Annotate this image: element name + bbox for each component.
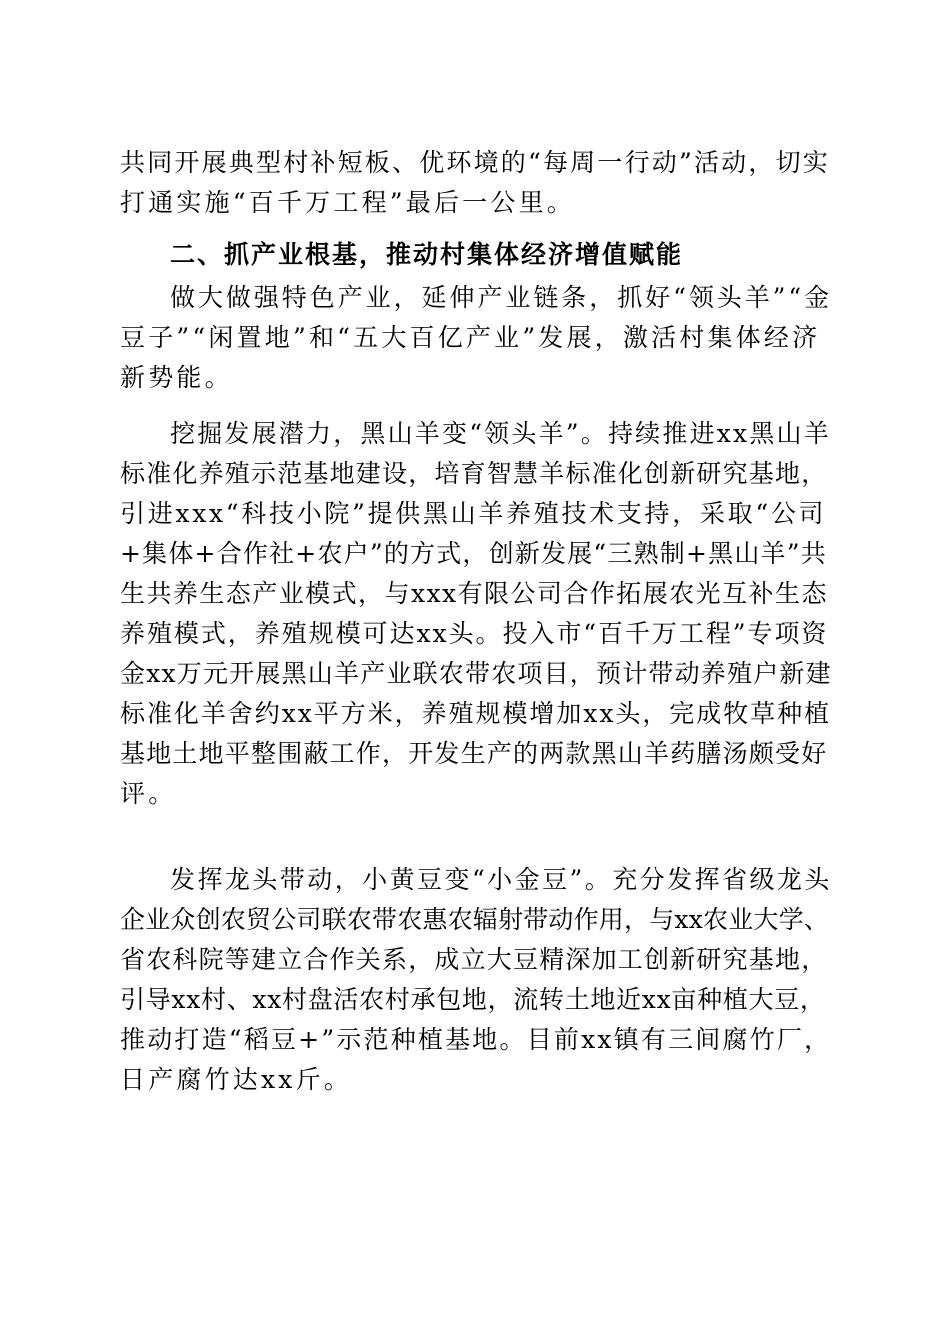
text-line: 推动打造“稻豆+”示范种植基地。目前xx镇有三间腐竹厂， (120, 1025, 832, 1054)
text-line: 标准化羊舍约xx平方米，养殖规模增加xx头，完成牧草种植 (120, 699, 831, 728)
text-line: 引进xxx“科技小院”提供黑山羊养殖技术支持，采取“公司 (120, 499, 827, 528)
text-line: 标准化养殖示范基地建设，培育智慧羊标准化创新研究基地， (120, 459, 828, 488)
paragraph-intro (120, 278, 832, 398)
text-line: 养殖模式，养殖规模可达xx头。投入市“百千万工程”专项资 (120, 619, 829, 648)
text-line: 发挥龙头带动，小黄豆变“小金豆”。充分发挥省级龙头 (170, 865, 832, 894)
text-line: 基地土地平整围蔽工作，开发生产的两款黑山羊药膳汤颇受好 (120, 739, 828, 768)
paragraph-soybean (120, 860, 832, 1100)
text-line: 挖掘发展潜力，黑山羊变“领头羊”。持续推进xx黑山羊 (170, 419, 831, 448)
text-line: 评。 (120, 779, 177, 808)
text-line: 金xx万元开展黑山羊产业联农带农项目，预计带动养殖户新建 (120, 659, 832, 688)
text-line: 生共养生态产业模式，与xxx有限公司合作拓展农光互补生态 (120, 579, 828, 608)
text-line: 新势能。 (120, 363, 233, 392)
heading-text: 二、抓产业根基，推动村集体经济增值赋能 (170, 240, 684, 269)
text-line: +集体+合作社+农户”的方式，创新发展“三熟制+黑山羊”共 (120, 539, 827, 568)
paragraph-black-goat (120, 414, 832, 814)
text-line: 引导xx村、xx村盘活农村承包地，流转土地近xx亩种植大豆， (120, 985, 826, 1014)
text-line: 做大做强特色产业，延伸产业链条，抓好“领头羊”“金 (170, 283, 833, 312)
section-heading (120, 235, 832, 275)
text-line: 共同开展典型村补短板、优环境的“每周一行动”活动，切实 (120, 148, 830, 177)
paragraph-continuation (120, 143, 832, 223)
text-line: 打通实施“百千万工程”最后一公里。 (120, 188, 575, 217)
text-line: 企业众创农贸公司联农带农惠农辐射带动作用，与xx农业大学、 (120, 905, 830, 934)
text-line: 豆子”“闲置地”和“五大百亿产业”发展，激活村集体经济 (120, 323, 821, 352)
text-line: 日产腐竹达xx斤。 (120, 1065, 352, 1094)
text-line: 省农科院等建立合作关系，成立大豆精深加工创新研究基地， (120, 945, 828, 974)
